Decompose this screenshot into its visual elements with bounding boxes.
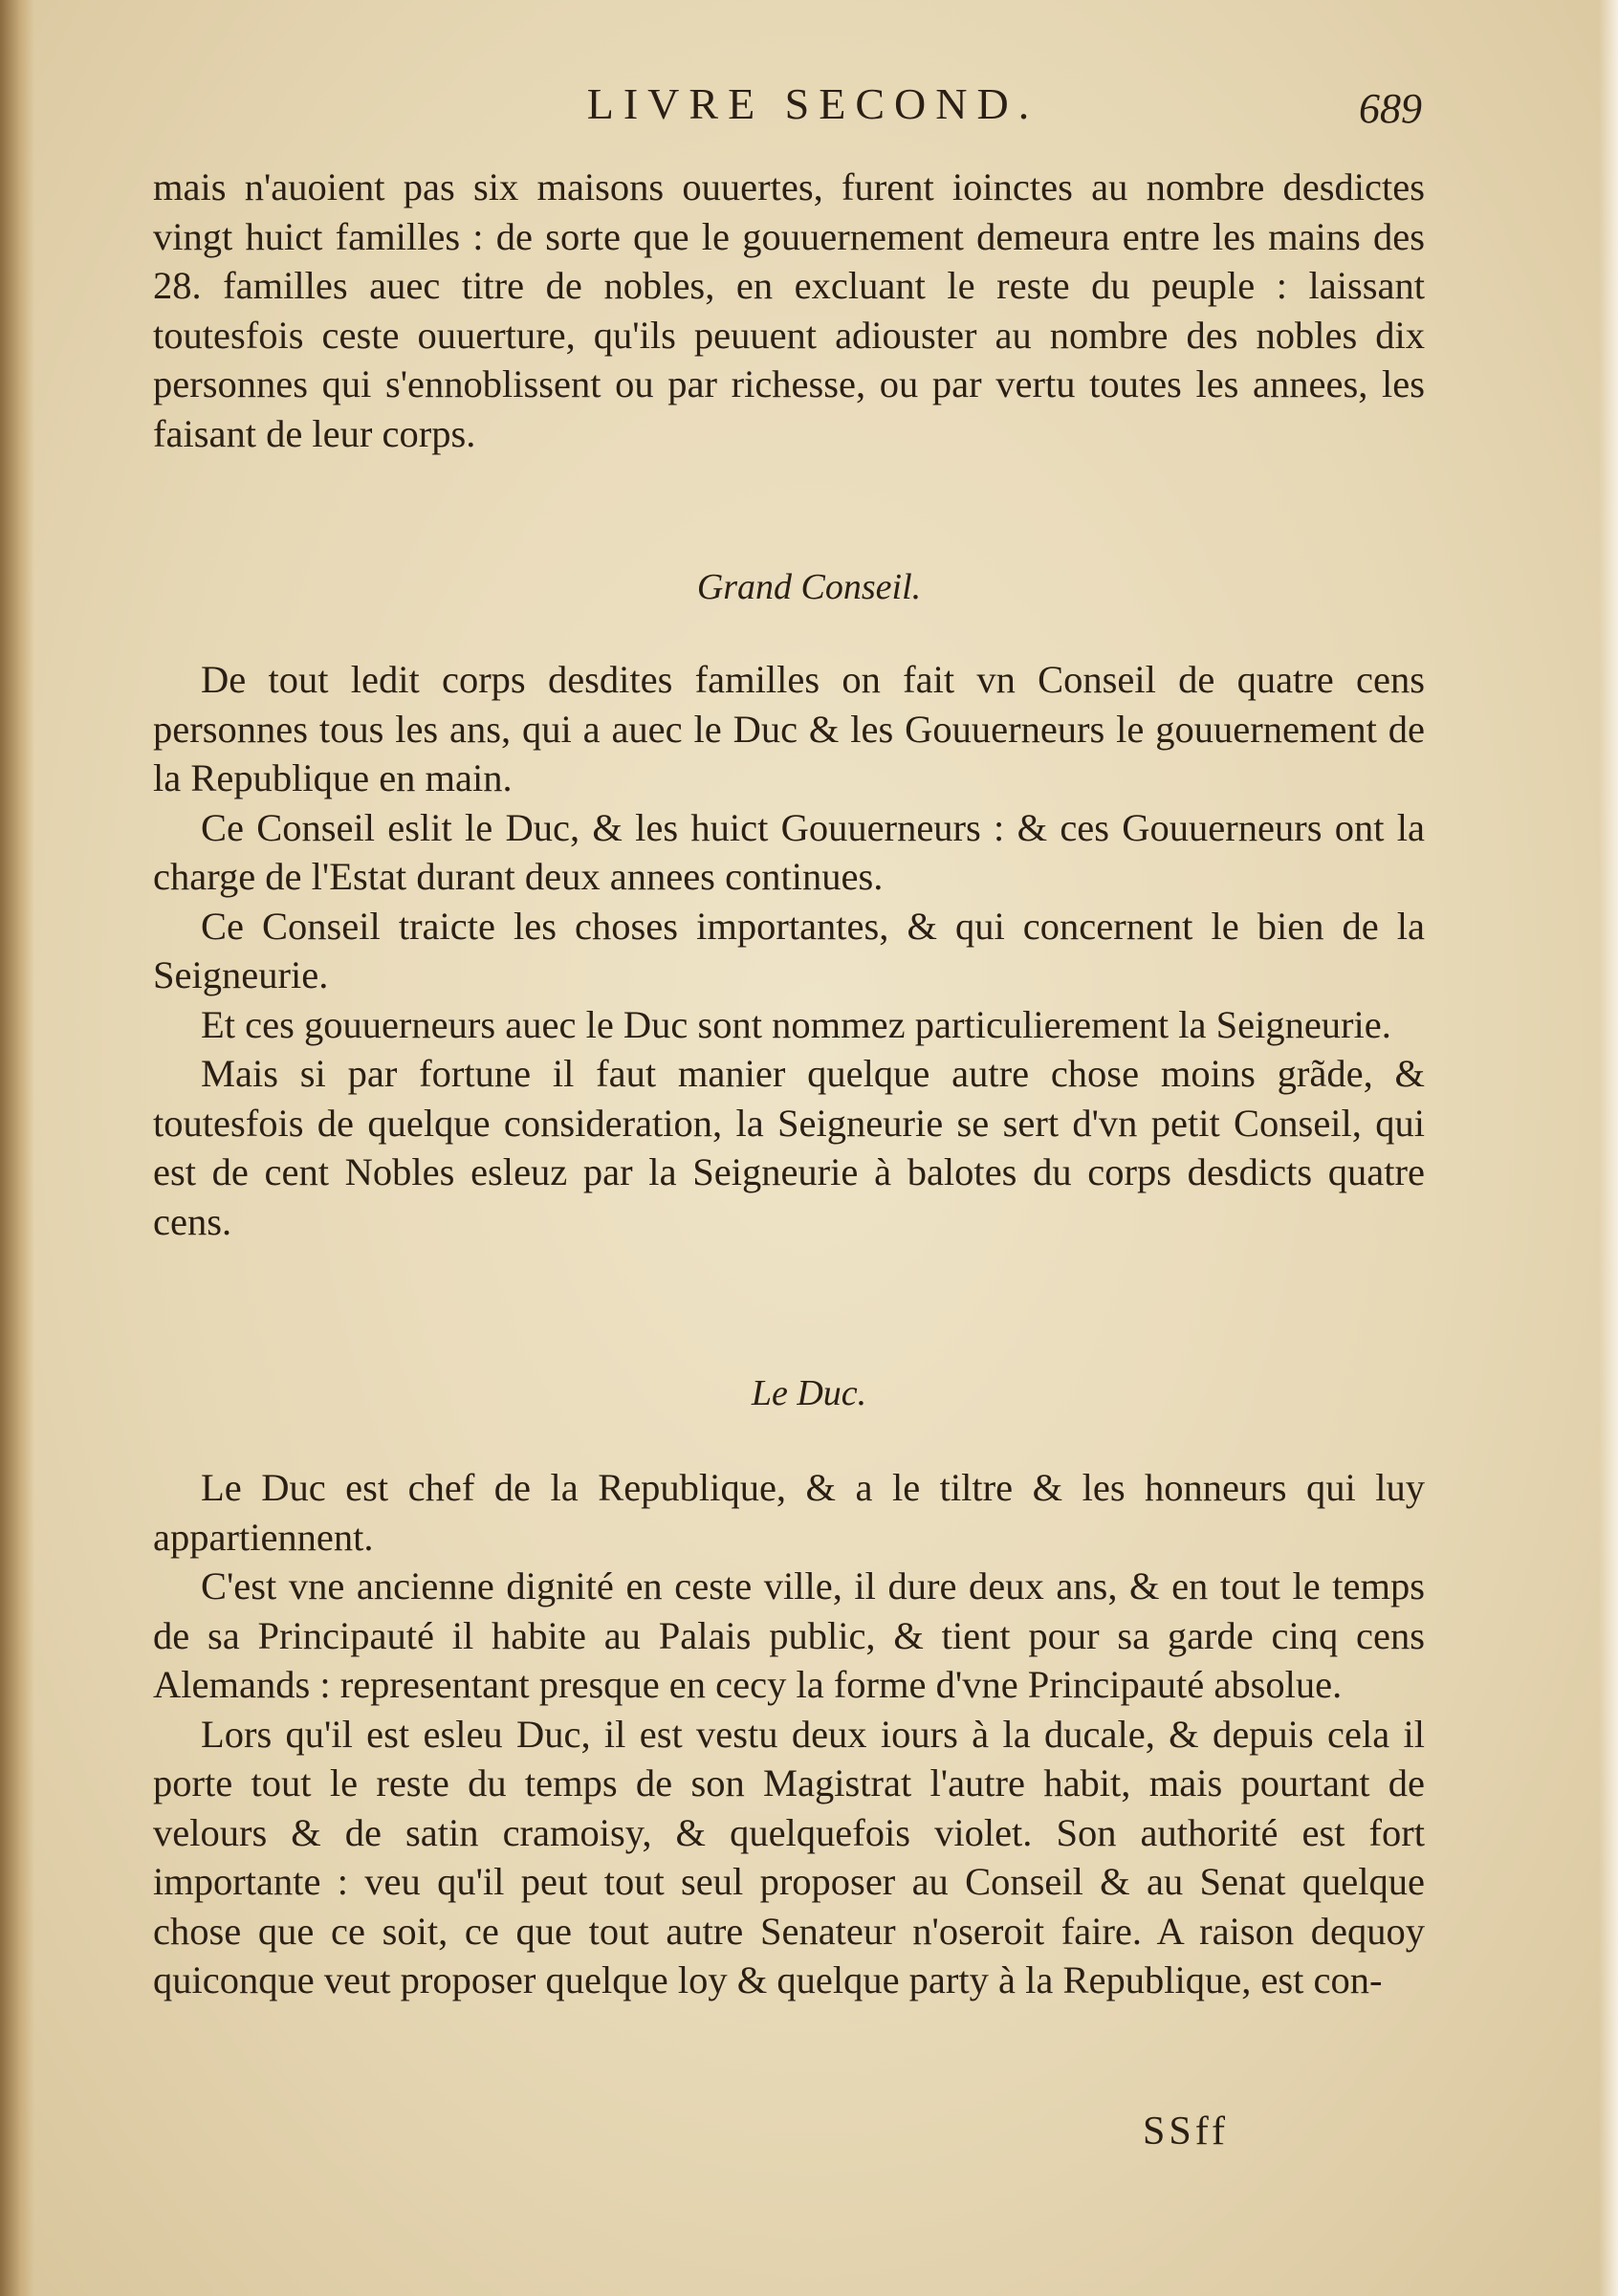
section-heading-grand-conseil: Grand Conseil. — [696, 567, 922, 607]
paragraph: Ce Conseil eslit le Duc, & les huict Gouuerneurs : & ces Gouuerneurs ont la charge de l'Estat durant deux annees continues. — [153, 805, 1425, 898]
paragraph: Mais si par fortune il faut manier quelque autre chose moins grãde, & toutesfois de quelque consideration, la Seigneurie se sert d'vn petit Conseil, qui est de cent Nobles esleuz par la Seigneurie à balotes du corps desdicts quatre cens. — [153, 1052, 1425, 1243]
paragraph: Lors qu'il est esleu Duc, il est vestu deux iours à la ducale, & depuis cela il porte tout le reste du temps de son Magistrat l'autre habit, mais pourtant de velours & de satin cramoisy, & quelquefois violet. Son authorité est fort importante : veu qu'il peut tout seul proposer au Conseil & au Senat quelque chose que ce soit, ce que tout autre Senateur n'oseroit faire. A raison dequoy quiconque veut proposer quelque loy & quelque party à la Republique, est con- — [153, 1712, 1425, 2001]
opening-paragraph — [153, 163, 1425, 458]
signature-mark: SSff — [1143, 2110, 1229, 2154]
le-duc-section — [153, 1463, 1425, 2005]
running-title: LIVRE SECOND. — [586, 79, 1039, 128]
paragraph: mais n'auoient pas six maisons ouuertes, furent ioinctes au nombre desdictes vingt huict familles : de sorte que le gouuernement demeura entre les mains des 28. familles auec titre de nobles, en excluant le reste du peuple : laissant toutesfois ceste ouuerture, qu'ils peuuent adiouster au nombre des nobles dix personnes qui s'ennoblissent ou par richesse, ou par vertu toutes les annees, les faisant de leur corps. — [153, 165, 1425, 455]
page-gutter-shadow — [0, 0, 34, 2296]
section-heading-le-duc: Le Duc. — [751, 1373, 867, 1413]
page-number: 689 — [1359, 85, 1422, 132]
paragraph: C'est vne ancienne dignité en ceste ville, il dure deux ans, & en tout le temps de sa Principauté il habite au Palais public, & tient pour sa garde cinq cens Alemands : representant presque en cecy la forme d'vne Principauté absolue. — [153, 1564, 1425, 1706]
page-edge — [1599, 0, 1618, 2296]
paragraph: Le Duc est chef de la Republique, & a le tiltre & les honneurs qui luy appartiennent. — [153, 1466, 1425, 1559]
paragraph: Et ces gouuerneurs auec le Duc sont nommez particulierement la Seigneurie. — [201, 1002, 1391, 1046]
paragraph: Ce Conseil traicte les choses importantes, & qui concernent le bien de la Seigneurie. — [153, 904, 1425, 996]
grand-conseil-section — [153, 655, 1425, 1246]
paragraph: De tout ledit corps desdites familles on fait vn Conseil de quatre cens personnes tous les ans, qui a auec le Duc & les Gouuerneurs le gouuernement de la Republique en main. — [153, 658, 1425, 799]
